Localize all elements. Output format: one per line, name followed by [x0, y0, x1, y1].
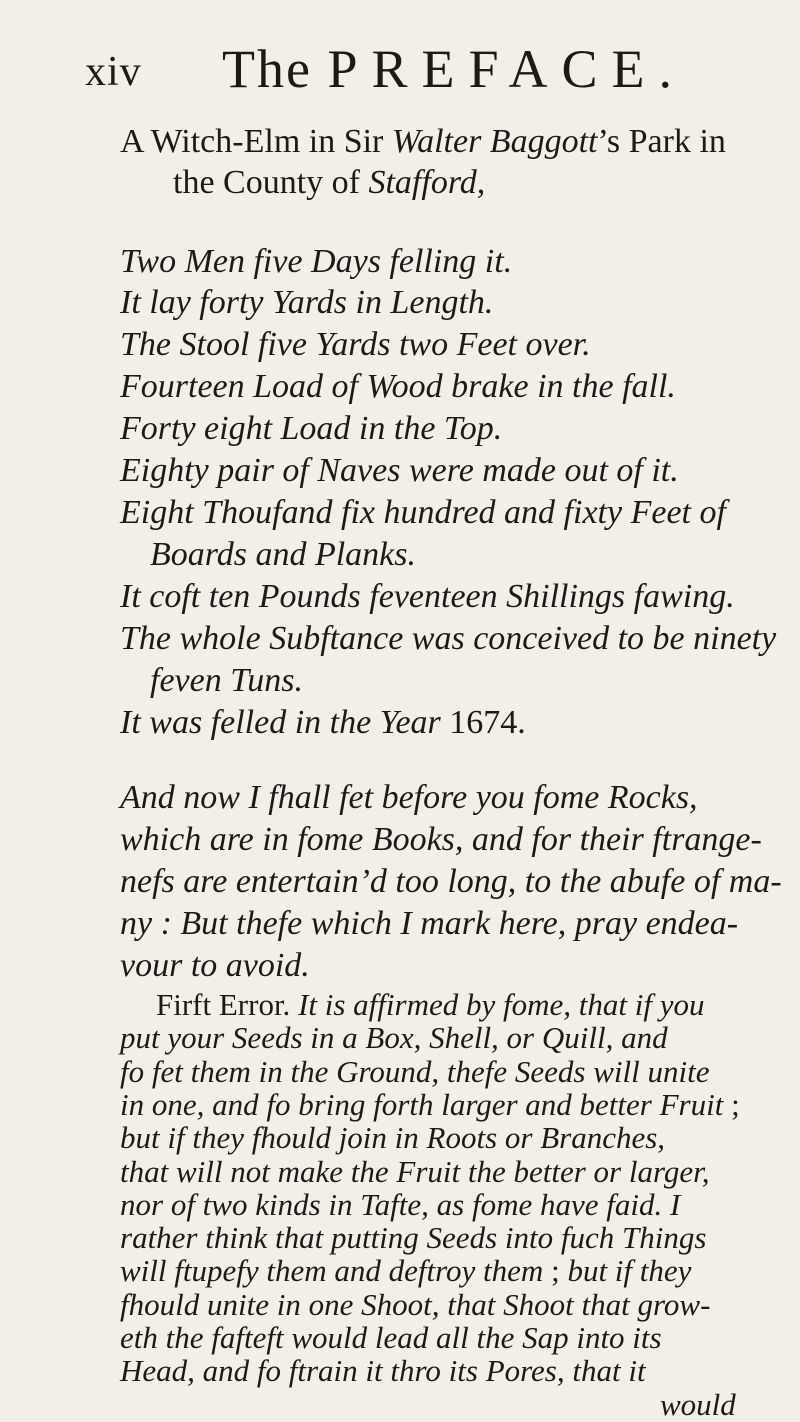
text-run: 1674. [449, 704, 526, 741]
text-run: Two Men five Days felling it. [120, 243, 513, 280]
text-run: Eight Thoufand fix hundred and fixty Feet of [120, 494, 726, 531]
facts-line [120, 703, 526, 743]
facts-line [120, 409, 502, 449]
paragraph1-line [120, 904, 738, 944]
paragraph2-line [120, 1254, 691, 1288]
text-run: ; [543, 1253, 568, 1288]
facts-line [120, 493, 726, 533]
text-run: Boards and Planks. [150, 536, 417, 573]
facts-line [120, 283, 493, 323]
text-run: fo fet them in the Ground, thefe Seeds will unite [120, 1054, 710, 1089]
text-run: It is affirmed by fome, that if you [298, 987, 705, 1022]
text-run: fhould unite in one Shoot, that Shoot that grow- [120, 1287, 711, 1322]
paragraph2-line [120, 1221, 706, 1255]
running-head [222, 38, 686, 100]
text-run: Eighty pair of Naves were made out of it. [120, 452, 679, 489]
text-run: ny : But thefe which I mark here, pray endea- [120, 905, 739, 942]
facts-line [120, 451, 679, 491]
intro-line [173, 163, 485, 203]
text-run: in one, and fo bring forth larger and better Fruit [120, 1087, 724, 1122]
paragraph2-line [120, 1188, 680, 1222]
paragraph2-line [120, 1288, 710, 1322]
facts-line [120, 577, 735, 617]
text-run: nor of two kinds in Tafte, as fome have faid. I [120, 1187, 681, 1222]
text-run: but if they fhould join in Roots or Branches, [120, 1120, 666, 1155]
text-run: It was felled in the Year [120, 704, 450, 741]
paragraph1-line [120, 862, 782, 902]
facts-line [150, 535, 416, 575]
page-number: xiv [85, 49, 142, 95]
text-run: that will not make the Fruit the better or larger, [120, 1154, 710, 1189]
text-run: Stafford, [368, 164, 486, 201]
text-run: The whole Subftance was conceived to be ninety [120, 620, 777, 657]
paragraph2-line [120, 1121, 665, 1155]
text-run: A Witch-Elm in Sir [120, 123, 392, 160]
intro-line [120, 122, 726, 162]
text-run: which are in fome Books, and for their ftrange- [120, 821, 762, 858]
facts-line [120, 619, 776, 659]
text-run: Fourteen Load of Wood brake in the fall. [120, 368, 676, 405]
paragraph2-line [120, 1088, 740, 1122]
text-run: nefs are entertain’d too long, to the abufe of ma- [120, 863, 782, 900]
paragraph1-line [120, 946, 310, 986]
text-run: put your Seeds in a Box, Shell, or Quill, and [120, 1020, 668, 1055]
paragraph1-line [120, 778, 698, 818]
text-run: The Stool five Yards two Feet over. [120, 326, 591, 363]
text-run: ; [723, 1087, 740, 1122]
paragraph2-line [120, 1021, 668, 1055]
text-run: Firft Error. [156, 987, 299, 1022]
facts-line [120, 325, 591, 365]
text-run: the County of [173, 164, 369, 201]
text-run: Forty eight Load in the Top. [120, 410, 503, 447]
text-run: It lay forty Yards in Length. [120, 284, 494, 321]
text-run: vour to avoid. [120, 947, 310, 984]
text-run: ’s Park in [597, 123, 726, 160]
paragraph2-line [660, 1388, 736, 1422]
paragraph2-line [120, 1321, 662, 1355]
running-head-title: PREFACE. [327, 39, 687, 99]
text-run: Head, and fo ftrain it thro its Pores, that it [120, 1353, 646, 1388]
text-run: rather think that putting Seeds into fuch Things [120, 1220, 707, 1255]
facts-line [150, 661, 303, 701]
text-run: but if they [567, 1253, 692, 1288]
facts-line [120, 367, 676, 407]
text-run: It coft ten Pounds feventeen Shillings fawing. [120, 578, 735, 615]
paragraph2-line [120, 1155, 710, 1189]
text-run: would [660, 1387, 736, 1422]
page-header [0, 20, 800, 99]
paragraph1-line [120, 820, 762, 860]
text-run: feven Tuns. [150, 662, 303, 699]
running-head-the: The [222, 39, 312, 99]
text-run: eth the fafteft would lead all the Sap into its [120, 1320, 662, 1355]
paragraph2-line [156, 988, 704, 1022]
text-run: will ftupefy them and deftroy them [120, 1253, 544, 1288]
facts-line [120, 242, 512, 282]
paragraph2-line [120, 1055, 709, 1089]
paragraph2-line [120, 1354, 646, 1388]
text-run: And now I fhall fet before you fome Rocks, [120, 779, 698, 816]
text-run: Walter Baggott [391, 123, 598, 160]
